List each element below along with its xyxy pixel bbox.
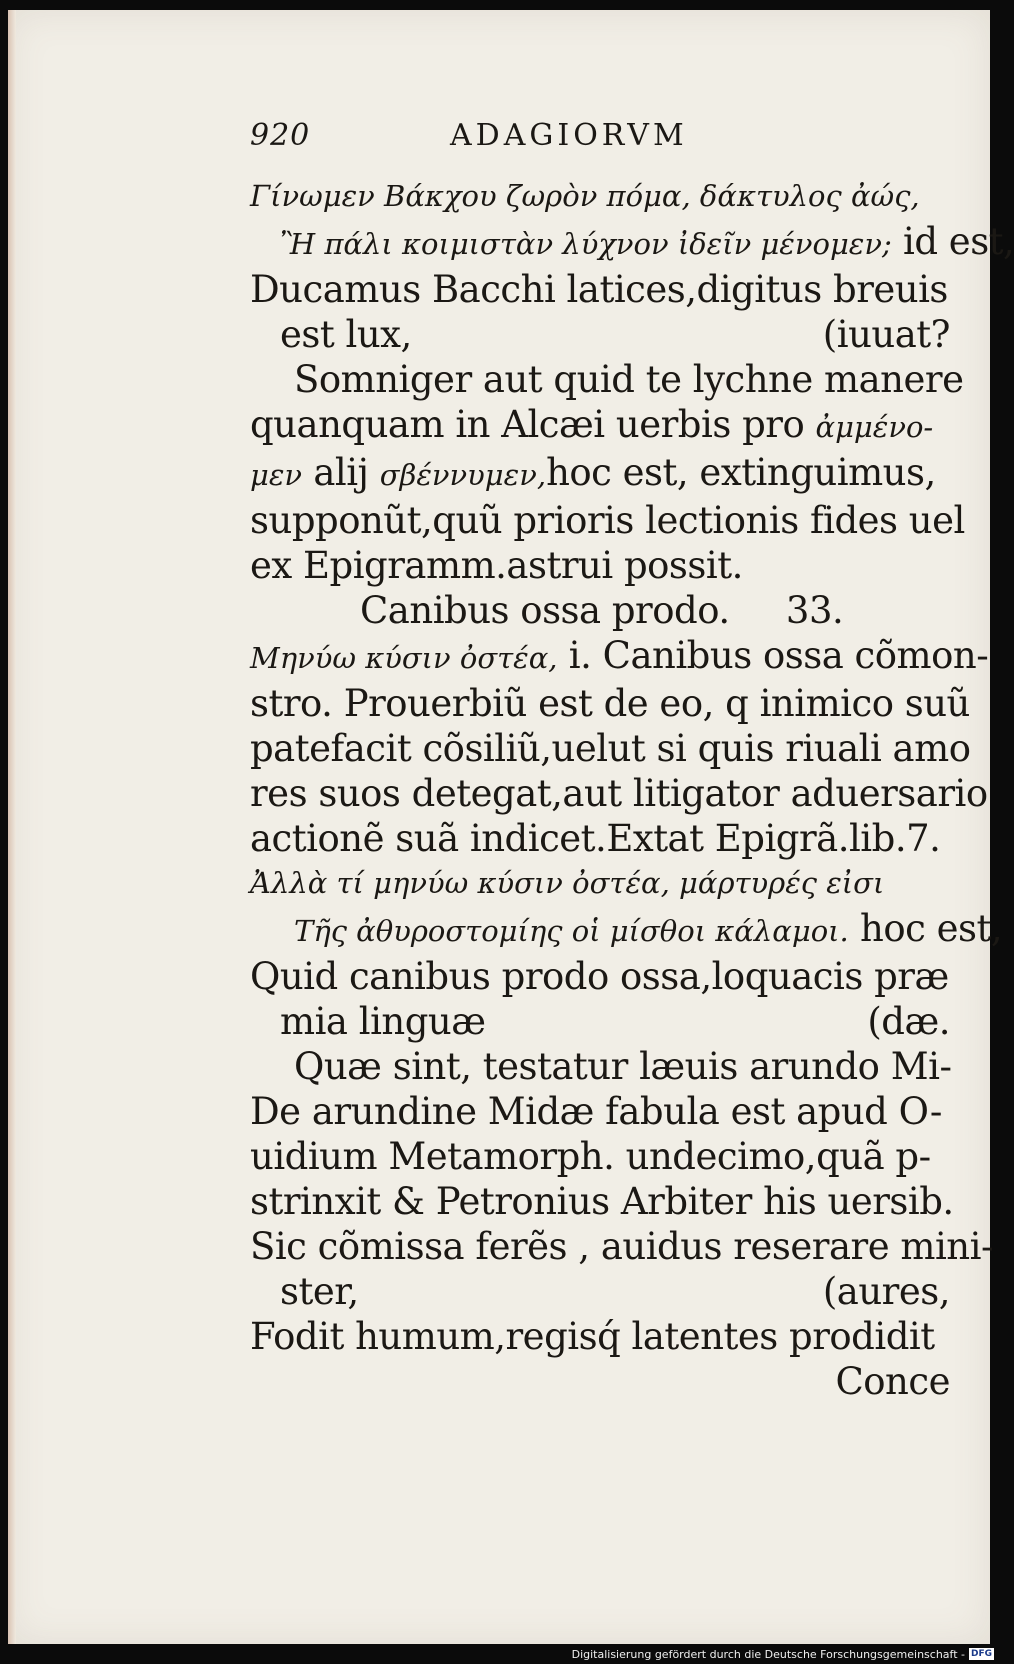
text-line: supponũt,quũ prioris lectionis fides uel bbox=[250, 499, 965, 542]
text-block bbox=[250, 118, 1014, 1404]
greek-verse-line: Γίνωμεν Βάκχου ζωρὸν πόμα, δάκτυλος ἀώς, bbox=[250, 179, 920, 213]
greek-text: Μηνύω κύσιν ὀστέα, bbox=[250, 641, 558, 675]
page-edge bbox=[8, 10, 16, 1644]
text-right: (iuuat? bbox=[822, 313, 950, 356]
text-line: Quid canibus prodo ossa,loquacis præ bbox=[250, 955, 949, 998]
text-line bbox=[250, 312, 950, 357]
text-left: ster, bbox=[280, 1270, 359, 1313]
greek-word: σβέννυμεν, bbox=[379, 458, 547, 492]
footer-text: Digitalisierung gefördert durch die Deutsche Forschungsgemeinschaft - bbox=[571, 1647, 965, 1661]
text-line: Fodit humum,regisq́ latentes prodidit bbox=[250, 1315, 935, 1358]
latin-text: id est, bbox=[903, 220, 1014, 263]
text-line: actionẽ suã indicet.Extat Epigrã.lib.7. bbox=[250, 817, 941, 860]
running-title: ADAGIORVM bbox=[450, 118, 688, 153]
text-line: ex Epigramm.astrui possit. bbox=[250, 544, 743, 587]
text-line: De arundine Midæ fabula est apud O- bbox=[250, 1090, 942, 1133]
greek-verse-line: Ἢ πάλι κοιμιστὰν λύχνον ἰδεῖν μένομεν; bbox=[280, 227, 892, 261]
text-line: uidium Metamorph. undecimo,quã p- bbox=[250, 1135, 931, 1178]
text-right: (dæ. bbox=[867, 1000, 950, 1043]
greek-word: μεν bbox=[250, 458, 303, 492]
latin-text: i. Canibus ossa cõmon- bbox=[568, 634, 989, 677]
text-line: Sic cõmissa ferẽs , auidus reserare mini- bbox=[250, 1225, 993, 1268]
text-line: res suos detegat,aut litigator aduersario bbox=[250, 772, 988, 815]
page-number: 920 bbox=[250, 118, 311, 153]
text-line: strinxit & Petronius Arbiter his uersib. bbox=[250, 1180, 954, 1223]
text-line: stro. Prouerbiũ est de eo, q inimico suũ bbox=[250, 682, 970, 725]
greek-word: ἀμμένο- bbox=[815, 410, 934, 444]
text-line: Somniger aut quid te lychne manere bbox=[294, 358, 964, 401]
running-head bbox=[250, 118, 950, 174]
dfg-logo-icon: DFG bbox=[970, 1649, 992, 1659]
text-line bbox=[250, 633, 989, 681]
catchword: Conce bbox=[835, 1360, 950, 1403]
footer-credit bbox=[572, 1646, 994, 1662]
greek-verse-line: Ἀλλὰ τί μηνύω κύσιν ὀστέα, μάρτυρές εἰσι bbox=[250, 866, 885, 900]
greek-verse-line: Τῆς ἀθυροστομίης οἱ μίσθοι κάλαμοι. bbox=[294, 914, 849, 948]
text-line: Ducamus Bacchi latices,digitus breuis bbox=[250, 268, 948, 311]
text-line: Quæ sint, testatur læuis arundo Mi- bbox=[294, 1045, 952, 1088]
text-line bbox=[250, 450, 950, 498]
adage-title: Canibus ossa prodo. bbox=[360, 589, 730, 632]
text-line bbox=[250, 1269, 950, 1314]
text-left: mia linguæ bbox=[280, 1000, 486, 1043]
latin-text: hoc est, bbox=[860, 907, 1003, 950]
latin-text: alij bbox=[313, 451, 369, 494]
text-left: est lux, bbox=[280, 313, 412, 356]
adage-heading bbox=[250, 588, 950, 633]
text-line bbox=[250, 999, 950, 1044]
text-line bbox=[250, 906, 1003, 954]
adage-number: 33. bbox=[785, 589, 844, 632]
latin-text: quanquam in Alcæi uerbis pro bbox=[250, 403, 805, 446]
text-line bbox=[250, 402, 950, 450]
text-line: patefacit cõsiliũ,uelut si quis riuali amo bbox=[250, 727, 971, 770]
latin-text: hoc est, extinguimus, bbox=[546, 451, 936, 494]
text-right: (aures, bbox=[822, 1270, 950, 1313]
text-line bbox=[250, 219, 1014, 267]
